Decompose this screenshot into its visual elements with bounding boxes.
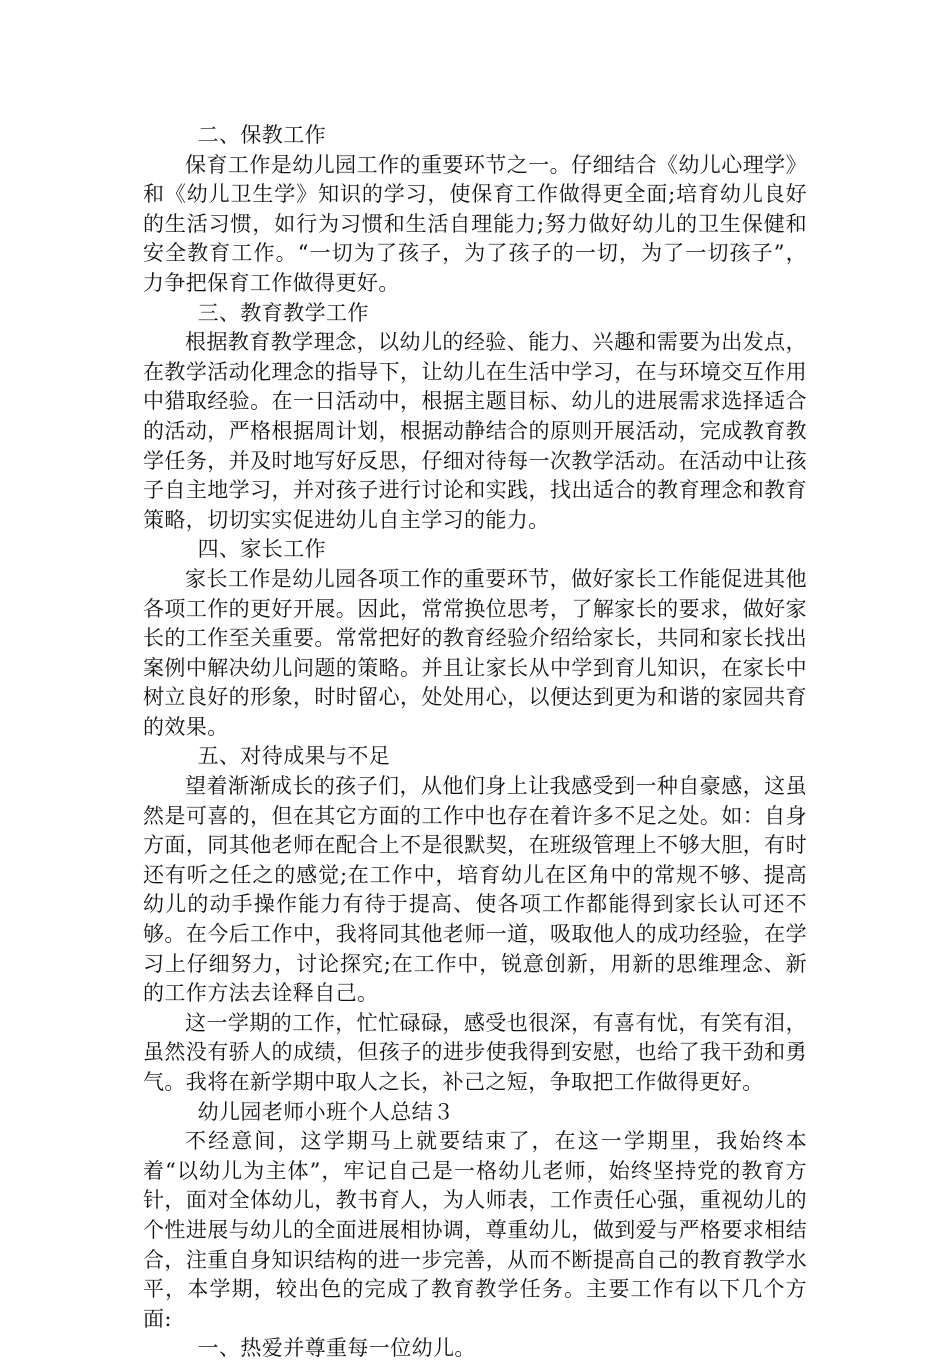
paragraph-summary-intro: 不经意间，这学期马上就要结束了，在这一学期里，我始终本着“以幼儿为主体”，牢记自己是一格幼儿老师，始终坚持党的教育方针，面对全体幼儿，教书育人，为人师表，工作责任心强，重视幼儿的个性进展与幼儿的全面进展相协调，尊重幼儿，做到爱与严格要求相结合，注重自身知识结构的进一步完善，从而不断提高自己的教育教学水平，本学期，较出色的完成了教育教学任务。主要工作有以下几个方面:	[143, 1129, 807, 1331]
paragraph-teaching: 根据教育教学理念，以幼儿的经验、能力、兴趣和需要为出发点，在教学活动化理念的指导下，让幼儿在生活中学习，在与环境交互作用中猎取经验。在一日活动中，根据主题目标、幼儿的进展需求选择适合的活动，严格根据周计划，根据动静结合的原则开展活动，完成教育教学任务，并及时地写好反思，仔细对待每一次教学活动。在活动中让孩子自主地学习，并对孩子进行讨论和实践，找出适合的教育理念和教育策略，切切实实促进幼儿自主学习的能力。	[143, 330, 807, 532]
section-heading-teaching: 三、教育教学工作	[197, 300, 369, 325]
section-heading-childcare: 二、保教工作	[197, 123, 326, 147]
document-body	[143, 121, 807, 1364]
summary-title-3: 幼儿园老师小班个人总结３	[197, 1099, 455, 1124]
section-heading-love-children: 一、热爱并尊重每一位幼儿。	[197, 1336, 476, 1361]
paragraph-semester-reflection: 这一学期的工作，忙忙碌碌，感受也很深，有喜有忧，有笑有泪，虽然没有骄人的成绩，但孩子的进步使我得到安慰，也给了我干劲和勇气。我将在新学期中取人之长，补己之短，争取把工作做得更好。	[143, 1010, 807, 1094]
paragraph-results: 望着渐渐成长的孩子们，从他们身上让我感受到一种自豪感，这虽然是可喜的，但在其它方面的工作中也存在着许多不足之处。如：自身方面，同其他老师在配合上不是很默契，在班级管理上不够大胆，有时还有听之任之的感觉;在工作中，培育幼儿在区角中的常规不够、提高幼儿的动手操作能力有待于提高、使各项工作都能得到家长认可还不够。在今后工作中，我将同其他老师一道，吸取他人的成功经验，在学习上仔细努力，讨论探究;在工作中，锐意创新，用新的思维理念、新的工作方法去诠释自己。	[143, 774, 807, 1006]
section-heading-parents: 四、家长工作	[197, 537, 326, 562]
section-heading-results: 五、对待成果与不足	[197, 744, 391, 769]
paragraph-parents: 家长工作是幼儿园各项工作的重要环节，做好家长工作能促进其他各项工作的更好开展。因此，常常换位思考，了解家长的要求，做好家长的工作至关重要。常常把好的教育经验介绍给家长，共同和家长找出案例中解决幼儿问题的策略。并且让家长从中学到育儿知识，在家长中树立良好的形象，时时留心，处处用心，以便达到更为和谐的家园共育的效果。	[143, 566, 807, 739]
paragraph-childcare: 保育工作是幼儿园工作的重要环节之一。仔细结合《幼儿心理学》和《幼儿卫生学》知识的学习，使保育工作做得更全面;培育幼儿良好的生活习惯，如行为习惯和生活自理能力;努力做好幼儿的卫生保健和安全教育工作。“一切为了孩子，为了孩子的一切，为了一切孩子”，力争把保育工作做得更好。	[143, 152, 807, 295]
